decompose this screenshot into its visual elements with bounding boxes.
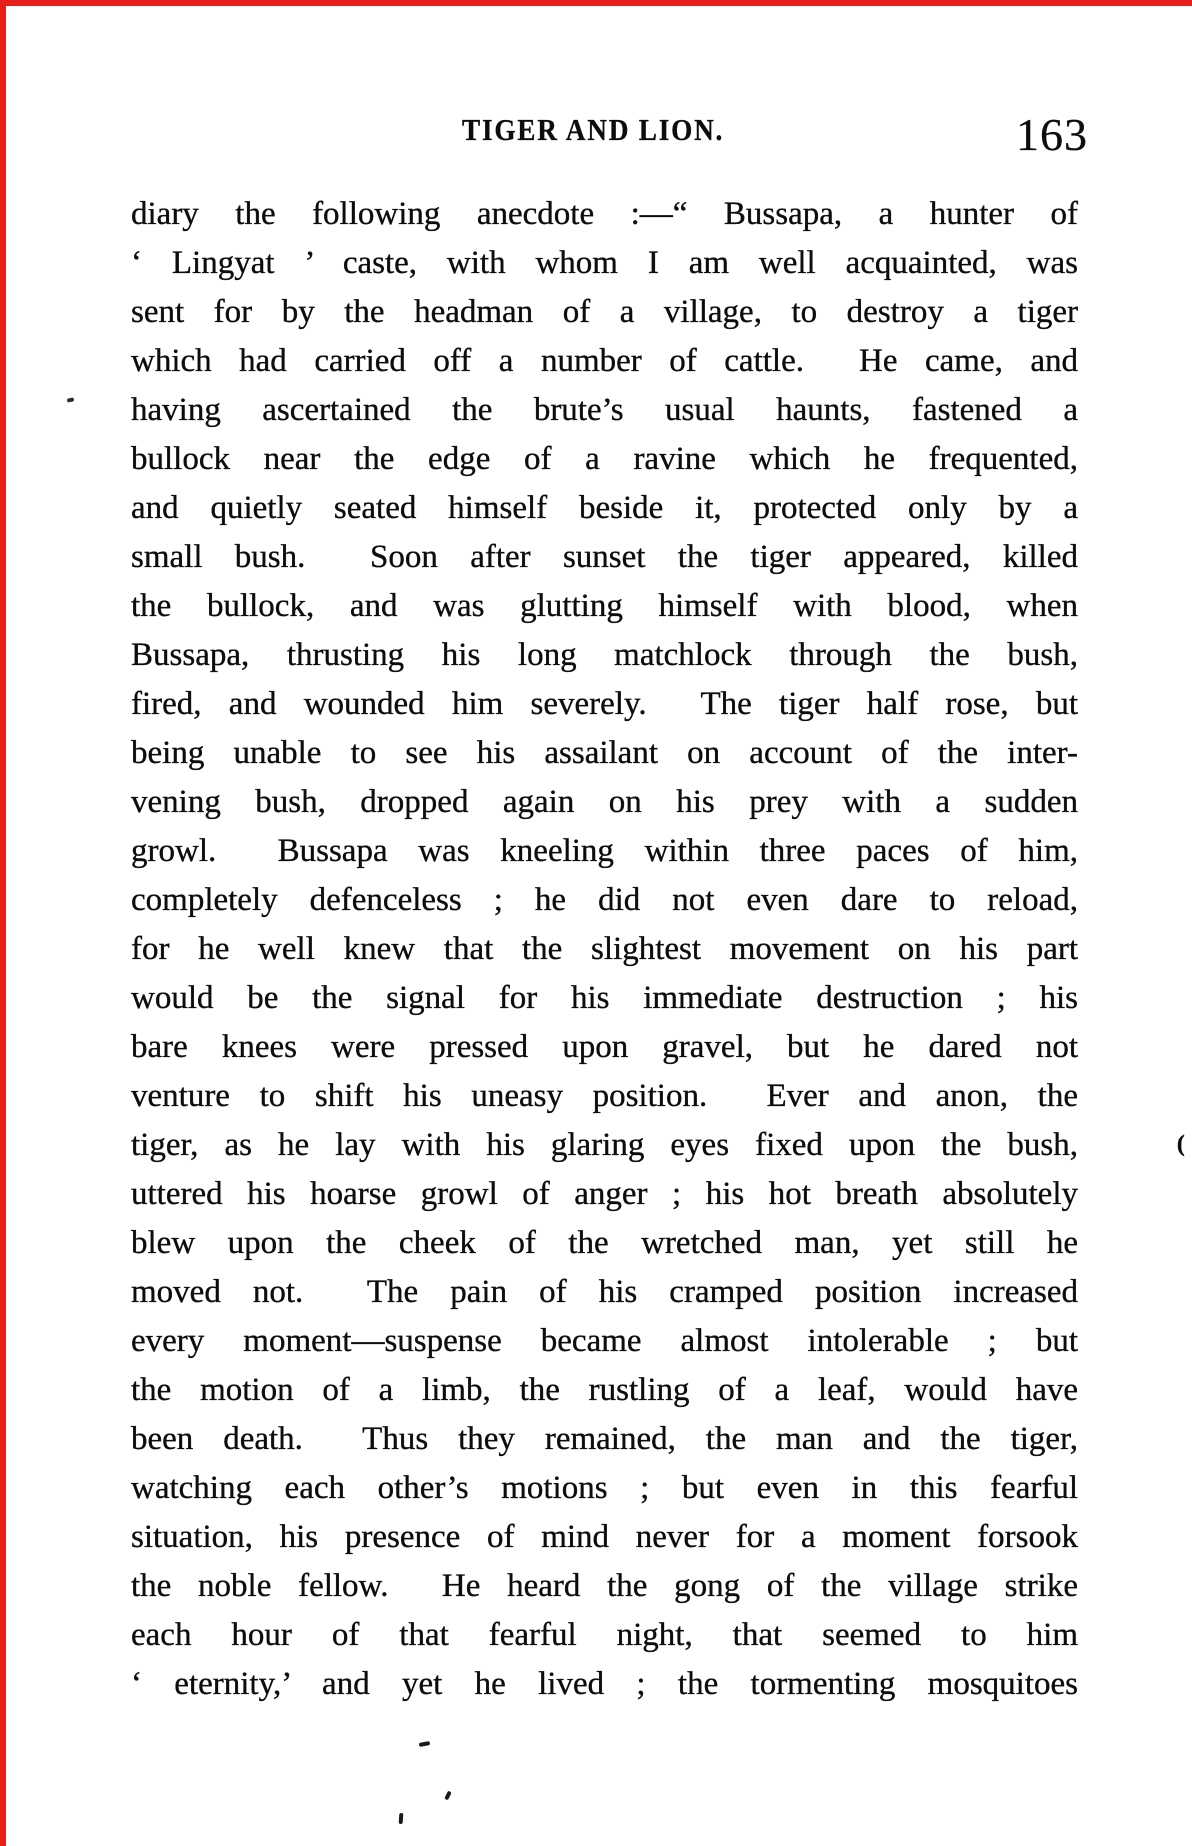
text-line: small bush. Soon after sunset the tiger appeared, killed: [131, 539, 1078, 575]
text-line: fired, and wounded him severely. The tiger half rose, but: [131, 686, 1078, 722]
text-line: having ascertained the brute’s usual haunts, fastened a: [131, 392, 1078, 428]
text-line: and quietly seated himself beside it, protected only by a: [131, 490, 1078, 526]
text-line: been death. Thus they remained, the man and the tiger,: [131, 1421, 1078, 1457]
text-line: bullock near the edge of a ravine which he frequented,: [131, 441, 1078, 477]
text-line: growl. Bussapa was kneeling within three paces of him,: [131, 833, 1078, 869]
text-line: venture to shift his uneasy position. Ever and anon, the: [131, 1078, 1078, 1114]
text-line: Bussapa, thrusting his long matchlock through the bush,: [131, 637, 1078, 673]
text-line: bare knees were pressed upon gravel, but he dared not: [131, 1029, 1078, 1065]
text-line: being unable to see his assailant on account of the inter-: [131, 735, 1078, 771]
text-line: diary the following anecdote :—“ Bussapa, a hunter of: [131, 196, 1078, 232]
text-line: uttered his hoarse growl of anger ; his hot breath absolutely: [131, 1176, 1078, 1212]
text-line: completely defenceless ; he did not even dare to reload,: [131, 882, 1078, 918]
text-line: every moment—suspense became almost intolerable ; but: [131, 1323, 1078, 1359]
scan-edge-left-line: [0, 0, 6, 1846]
text-line: the noble fellow. He heard the gong of the village strike: [131, 1568, 1078, 1604]
page-number: 163: [1016, 109, 1088, 160]
text-line: situation, his presence of mind never for a moment forsook: [131, 1519, 1078, 1555]
text-line: ‘ Lingyat ’ caste, with whom I am well acquainted, was: [131, 245, 1078, 281]
running-header-title: TIGER AND LION.: [462, 112, 725, 147]
page-body-text: [131, 190, 1078, 1709]
text-line: watching each other’s motions ; but even in this fearful: [131, 1470, 1078, 1506]
text-line: moved not. The pain of his cramped position increased: [131, 1274, 1078, 1310]
text-line: tiger, as he lay with his glaring eyes fixed upon the bush,: [131, 1127, 1078, 1163]
scan-edge-top-line: [0, 0, 1192, 6]
text-line: the motion of a limb, the rustling of a leaf, would have: [131, 1372, 1078, 1408]
text-line: would be the signal for his immediate destruction ; his: [131, 980, 1078, 1016]
text-line: ‘ eternity,’ and yet he lived ; the tormenting mosquitoes: [131, 1666, 1078, 1702]
text-line: blew upon the cheek of the wretched man, yet still he: [131, 1225, 1078, 1261]
text-line: the bullock, and was glutting himself with blood, when: [131, 588, 1078, 624]
text-line: which had carried off a number of cattle. He came, and: [131, 343, 1078, 379]
text-line: for he well knew that the slightest movement on his part: [131, 931, 1078, 967]
text-line: each hour of that fearful night, that seemed to him: [131, 1617, 1078, 1653]
text-line: vening bush, dropped again on his prey with a sudden: [131, 784, 1078, 820]
ink-speck: [444, 1791, 452, 1801]
ink-speck: (: [1177, 1131, 1185, 1156]
ink-speck: [67, 397, 75, 402]
ink-speck: [419, 1741, 431, 1747]
ink-speck: [399, 1813, 404, 1824]
text-line: sent for by the headman of a village, to destroy a tiger: [131, 294, 1078, 330]
